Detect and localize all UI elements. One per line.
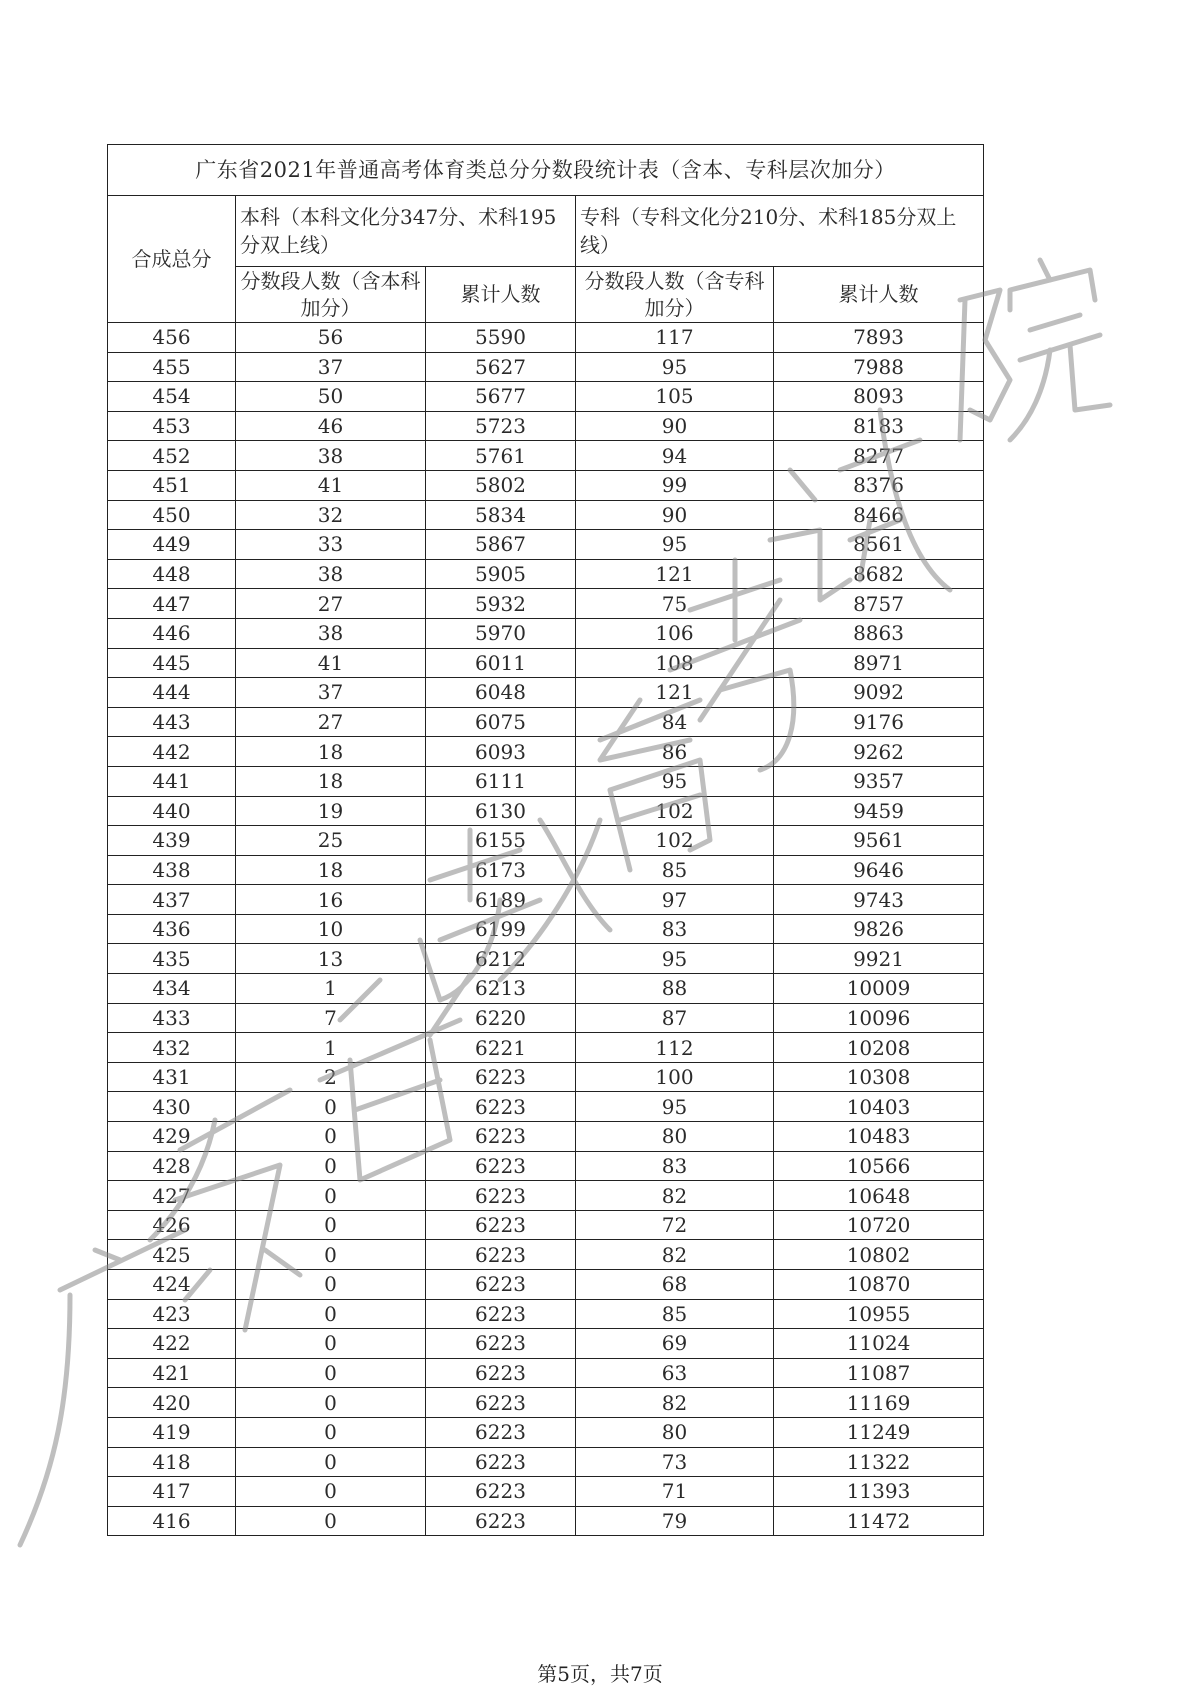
cell-undergrad-segment: 0 (236, 1151, 426, 1181)
cell-undergrad-cumulative: 6223 (426, 1181, 576, 1211)
cell-vocational-segment: 90 (576, 411, 774, 441)
cell-total-score: 427 (108, 1181, 236, 1211)
cell-vocational-segment: 82 (576, 1240, 774, 1270)
cell-total-score: 456 (108, 323, 236, 353)
cell-undergrad-cumulative: 6223 (426, 1240, 576, 1270)
cell-undergrad-segment: 37 (236, 678, 426, 708)
cell-total-score: 452 (108, 441, 236, 471)
cell-undergrad-segment: 19 (236, 796, 426, 826)
cell-total-score: 436 (108, 914, 236, 944)
cell-undergrad-cumulative: 6223 (426, 1299, 576, 1329)
cell-vocational-segment: 73 (576, 1447, 774, 1477)
cell-vocational-cumulative: 10403 (774, 1092, 984, 1122)
cell-undergrad-segment: 27 (236, 707, 426, 737)
cell-undergrad-segment: 18 (236, 737, 426, 767)
table-row (108, 1417, 984, 1447)
cell-vocational-segment: 82 (576, 1388, 774, 1418)
cell-vocational-cumulative: 11393 (774, 1477, 984, 1507)
cell-total-score: 446 (108, 618, 236, 648)
header-undergrad-group: 本科（本科文化分347分、术科195分双上线） (236, 196, 576, 267)
cell-undergrad-segment: 1 (236, 974, 426, 1004)
cell-undergrad-cumulative: 6223 (426, 1447, 576, 1477)
cell-total-score: 420 (108, 1388, 236, 1418)
cell-vocational-segment: 117 (576, 323, 774, 353)
header-undergrad-cumulative: 累计人数 (426, 267, 576, 323)
cell-vocational-segment: 83 (576, 914, 774, 944)
cell-vocational-cumulative: 10648 (774, 1181, 984, 1211)
cell-undergrad-segment: 0 (236, 1447, 426, 1477)
cell-vocational-segment: 99 (576, 470, 774, 500)
cell-undergrad-segment: 38 (236, 559, 426, 589)
cell-undergrad-segment: 7 (236, 1003, 426, 1033)
cell-vocational-cumulative: 8466 (774, 500, 984, 530)
cell-undergrad-segment: 18 (236, 766, 426, 796)
cell-undergrad-segment: 27 (236, 589, 426, 619)
cell-total-score: 454 (108, 382, 236, 412)
cell-vocational-cumulative: 10009 (774, 974, 984, 1004)
cell-undergrad-cumulative: 6223 (426, 1477, 576, 1507)
table-row (108, 1210, 984, 1240)
cell-vocational-segment: 108 (576, 648, 774, 678)
cell-vocational-cumulative: 10566 (774, 1151, 984, 1181)
cell-undergrad-segment: 32 (236, 500, 426, 530)
cell-vocational-segment: 68 (576, 1270, 774, 1300)
cell-vocational-segment: 84 (576, 707, 774, 737)
cell-undergrad-segment: 0 (236, 1477, 426, 1507)
cell-vocational-segment: 121 (576, 559, 774, 589)
table-row (108, 1447, 984, 1477)
cell-vocational-segment: 75 (576, 589, 774, 619)
cell-vocational-cumulative: 10802 (774, 1240, 984, 1270)
cell-undergrad-segment: 1 (236, 1033, 426, 1063)
table-row (108, 1270, 984, 1300)
cell-undergrad-cumulative: 6213 (426, 974, 576, 1004)
header-vocational-segment: 分数段人数（含专科加分） (576, 267, 774, 323)
cell-vocational-cumulative: 10483 (774, 1122, 984, 1152)
cell-vocational-segment: 63 (576, 1358, 774, 1388)
cell-vocational-segment: 87 (576, 1003, 774, 1033)
cell-vocational-cumulative: 10096 (774, 1003, 984, 1033)
cell-total-score: 424 (108, 1270, 236, 1300)
cell-undergrad-segment: 0 (236, 1417, 426, 1447)
cell-undergrad-segment: 38 (236, 618, 426, 648)
cell-undergrad-segment: 0 (236, 1299, 426, 1329)
header-total-score: 合成总分 (108, 196, 236, 323)
table-row (108, 914, 984, 944)
table-row (108, 1388, 984, 1418)
cell-vocational-segment: 80 (576, 1122, 774, 1152)
cell-total-score: 451 (108, 470, 236, 500)
cell-vocational-cumulative: 11169 (774, 1388, 984, 1418)
cell-total-score: 431 (108, 1062, 236, 1092)
cell-undergrad-cumulative: 6223 (426, 1388, 576, 1418)
cell-vocational-segment: 80 (576, 1417, 774, 1447)
cell-undergrad-cumulative: 6011 (426, 648, 576, 678)
cell-undergrad-cumulative: 6223 (426, 1506, 576, 1536)
cell-vocational-segment: 79 (576, 1506, 774, 1536)
cell-undergrad-cumulative: 5867 (426, 530, 576, 560)
cell-vocational-segment: 105 (576, 382, 774, 412)
cell-undergrad-cumulative: 5932 (426, 589, 576, 619)
cell-vocational-segment: 88 (576, 974, 774, 1004)
table-title: 广东省2021年普通高考体育类总分分数段统计表（含本、专科层次加分） (108, 145, 984, 196)
cell-undergrad-segment: 10 (236, 914, 426, 944)
cell-total-score: 417 (108, 1477, 236, 1507)
cell-total-score: 418 (108, 1447, 236, 1477)
header-vocational-cumulative: 累计人数 (774, 267, 984, 323)
cell-vocational-cumulative: 7893 (774, 323, 984, 353)
cell-total-score: 421 (108, 1358, 236, 1388)
cell-vocational-segment: 102 (576, 796, 774, 826)
cell-vocational-cumulative: 8682 (774, 559, 984, 589)
cell-undergrad-segment: 13 (236, 944, 426, 974)
table-row (108, 1033, 984, 1063)
cell-vocational-cumulative: 9459 (774, 796, 984, 826)
table-row (108, 559, 984, 589)
cell-undergrad-cumulative: 6223 (426, 1329, 576, 1359)
table-row (108, 1358, 984, 1388)
table-row (108, 1122, 984, 1152)
cell-vocational-cumulative: 11472 (774, 1506, 984, 1536)
cell-total-score: 449 (108, 530, 236, 560)
cell-vocational-segment: 95 (576, 530, 774, 560)
cell-total-score: 455 (108, 352, 236, 382)
table-row (108, 974, 984, 1004)
cell-undergrad-segment: 33 (236, 530, 426, 560)
cell-total-score: 419 (108, 1417, 236, 1447)
cell-undergrad-segment: 56 (236, 323, 426, 353)
cell-undergrad-segment: 0 (236, 1388, 426, 1418)
cell-undergrad-cumulative: 6212 (426, 944, 576, 974)
cell-total-score: 450 (108, 500, 236, 530)
cell-vocational-cumulative: 8183 (774, 411, 984, 441)
cell-vocational-cumulative: 7988 (774, 352, 984, 382)
cell-undergrad-cumulative: 5970 (426, 618, 576, 648)
table-row (108, 618, 984, 648)
cell-undergrad-segment: 37 (236, 352, 426, 382)
cell-undergrad-segment: 0 (236, 1240, 426, 1270)
cell-vocational-cumulative: 10870 (774, 1270, 984, 1300)
cell-undergrad-segment: 0 (236, 1506, 426, 1536)
cell-vocational-segment: 121 (576, 678, 774, 708)
cell-undergrad-segment: 41 (236, 470, 426, 500)
table-body (108, 323, 984, 1536)
score-distribution-table-wrapper (107, 144, 983, 1536)
cell-total-score: 445 (108, 648, 236, 678)
cell-undergrad-cumulative: 5834 (426, 500, 576, 530)
cell-undergrad-cumulative: 6130 (426, 796, 576, 826)
table-row (108, 530, 984, 560)
table-row (108, 707, 984, 737)
cell-undergrad-cumulative: 6048 (426, 678, 576, 708)
table-row (108, 1299, 984, 1329)
cell-total-score: 438 (108, 855, 236, 885)
cell-vocational-cumulative: 9262 (774, 737, 984, 767)
cell-undergrad-segment: 0 (236, 1181, 426, 1211)
cell-vocational-cumulative: 8757 (774, 589, 984, 619)
cell-undergrad-cumulative: 5802 (426, 470, 576, 500)
cell-total-score: 426 (108, 1210, 236, 1240)
cell-vocational-cumulative: 8863 (774, 618, 984, 648)
table-row (108, 826, 984, 856)
cell-undergrad-cumulative: 6093 (426, 737, 576, 767)
cell-vocational-segment: 82 (576, 1181, 774, 1211)
cell-vocational-segment: 97 (576, 885, 774, 915)
cell-undergrad-segment: 0 (236, 1092, 426, 1122)
cell-vocational-segment: 94 (576, 441, 774, 471)
cell-undergrad-segment: 0 (236, 1210, 426, 1240)
table-row (108, 382, 984, 412)
cell-vocational-cumulative: 9743 (774, 885, 984, 915)
cell-undergrad-segment: 16 (236, 885, 426, 915)
table-row (108, 441, 984, 471)
cell-undergrad-cumulative: 6220 (426, 1003, 576, 1033)
table-row (108, 1477, 984, 1507)
table-row (108, 885, 984, 915)
cell-total-score: 434 (108, 974, 236, 1004)
cell-vocational-segment: 86 (576, 737, 774, 767)
cell-vocational-cumulative: 11249 (774, 1417, 984, 1447)
cell-vocational-segment: 83 (576, 1151, 774, 1181)
cell-vocational-cumulative: 9826 (774, 914, 984, 944)
cell-vocational-cumulative: 9561 (774, 826, 984, 856)
cell-undergrad-cumulative: 6223 (426, 1122, 576, 1152)
table-row (108, 470, 984, 500)
table-row (108, 678, 984, 708)
cell-undergrad-cumulative: 6223 (426, 1092, 576, 1122)
cell-vocational-segment: 106 (576, 618, 774, 648)
cell-vocational-segment: 95 (576, 944, 774, 974)
cell-undergrad-segment: 2 (236, 1062, 426, 1092)
header-undergrad-segment: 分数段人数（含本科加分） (236, 267, 426, 323)
cell-vocational-cumulative: 9092 (774, 678, 984, 708)
cell-vocational-segment: 100 (576, 1062, 774, 1092)
table-row (108, 1506, 984, 1536)
cell-undergrad-cumulative: 5761 (426, 441, 576, 471)
cell-undergrad-cumulative: 6173 (426, 855, 576, 885)
table-row (108, 855, 984, 885)
table-row (108, 352, 984, 382)
cell-vocational-segment: 85 (576, 855, 774, 885)
table-row (108, 796, 984, 826)
cell-vocational-cumulative: 11087 (774, 1358, 984, 1388)
table-row (108, 1062, 984, 1092)
cell-total-score: 453 (108, 411, 236, 441)
cell-undergrad-segment: 38 (236, 441, 426, 471)
table-row (108, 1181, 984, 1211)
table-row (108, 1240, 984, 1270)
cell-total-score: 432 (108, 1033, 236, 1063)
cell-vocational-cumulative: 9357 (774, 766, 984, 796)
cell-undergrad-cumulative: 6221 (426, 1033, 576, 1063)
cell-undergrad-cumulative: 6223 (426, 1417, 576, 1447)
table-row (108, 1003, 984, 1033)
table-row (108, 500, 984, 530)
cell-total-score: 447 (108, 589, 236, 619)
cell-total-score: 442 (108, 737, 236, 767)
cell-undergrad-segment: 25 (236, 826, 426, 856)
cell-total-score: 430 (108, 1092, 236, 1122)
cell-undergrad-cumulative: 5905 (426, 559, 576, 589)
cell-undergrad-cumulative: 6223 (426, 1062, 576, 1092)
cell-undergrad-segment: 0 (236, 1270, 426, 1300)
cell-undergrad-cumulative: 5723 (426, 411, 576, 441)
cell-vocational-cumulative: 10720 (774, 1210, 984, 1240)
cell-undergrad-segment: 41 (236, 648, 426, 678)
cell-total-score: 428 (108, 1151, 236, 1181)
cell-undergrad-segment: 50 (236, 382, 426, 412)
cell-vocational-cumulative: 10955 (774, 1299, 984, 1329)
cell-undergrad-segment: 0 (236, 1358, 426, 1388)
table-row (108, 766, 984, 796)
cell-vocational-cumulative: 9921 (774, 944, 984, 974)
table-row (108, 944, 984, 974)
cell-vocational-segment: 71 (576, 1477, 774, 1507)
cell-vocational-cumulative: 8971 (774, 648, 984, 678)
table-row (108, 411, 984, 441)
cell-total-score: 443 (108, 707, 236, 737)
table-row (108, 323, 984, 353)
score-distribution-table (107, 144, 984, 1536)
cell-total-score: 423 (108, 1299, 236, 1329)
cell-vocational-segment: 90 (576, 500, 774, 530)
cell-undergrad-cumulative: 5677 (426, 382, 576, 412)
cell-vocational-cumulative: 9646 (774, 855, 984, 885)
cell-undergrad-cumulative: 6223 (426, 1210, 576, 1240)
cell-undergrad-segment: 0 (236, 1329, 426, 1359)
cell-total-score: 429 (108, 1122, 236, 1152)
cell-undergrad-cumulative: 6199 (426, 914, 576, 944)
cell-undergrad-segment: 18 (236, 855, 426, 885)
cell-vocational-segment: 112 (576, 1033, 774, 1063)
cell-total-score: 425 (108, 1240, 236, 1270)
cell-undergrad-cumulative: 5590 (426, 323, 576, 353)
cell-total-score: 441 (108, 766, 236, 796)
cell-undergrad-cumulative: 6189 (426, 885, 576, 915)
page-footer: 第5页，共7页 (537, 1662, 663, 1686)
cell-total-score: 444 (108, 678, 236, 708)
cell-total-score: 448 (108, 559, 236, 589)
cell-undergrad-cumulative: 6223 (426, 1270, 576, 1300)
cell-vocational-cumulative: 9176 (774, 707, 984, 737)
cell-vocational-cumulative: 8277 (774, 441, 984, 471)
table-row (108, 1329, 984, 1359)
cell-vocational-cumulative: 10308 (774, 1062, 984, 1092)
cell-total-score: 435 (108, 944, 236, 974)
cell-vocational-segment: 95 (576, 1092, 774, 1122)
cell-vocational-cumulative: 8376 (774, 470, 984, 500)
cell-vocational-cumulative: 10208 (774, 1033, 984, 1063)
cell-vocational-cumulative: 8093 (774, 382, 984, 412)
cell-vocational-cumulative: 11322 (774, 1447, 984, 1477)
cell-vocational-cumulative: 8561 (774, 530, 984, 560)
cell-vocational-cumulative: 11024 (774, 1329, 984, 1359)
cell-vocational-segment: 85 (576, 1299, 774, 1329)
table-row (108, 1151, 984, 1181)
cell-total-score: 422 (108, 1329, 236, 1359)
cell-total-score: 437 (108, 885, 236, 915)
cell-vocational-segment: 102 (576, 826, 774, 856)
cell-undergrad-cumulative: 6223 (426, 1151, 576, 1181)
cell-vocational-segment: 95 (576, 352, 774, 382)
header-vocational-group: 专科（专科文化分210分、术科185分双上线） (576, 196, 984, 267)
table-row (108, 737, 984, 767)
cell-undergrad-segment: 46 (236, 411, 426, 441)
cell-total-score: 439 (108, 826, 236, 856)
table-row (108, 648, 984, 678)
cell-undergrad-cumulative: 6075 (426, 707, 576, 737)
cell-total-score: 440 (108, 796, 236, 826)
table-row (108, 1092, 984, 1122)
cell-total-score: 416 (108, 1506, 236, 1536)
table-row (108, 589, 984, 619)
cell-undergrad-segment: 0 (236, 1122, 426, 1152)
cell-total-score: 433 (108, 1003, 236, 1033)
cell-undergrad-cumulative: 6155 (426, 826, 576, 856)
cell-undergrad-cumulative: 6111 (426, 766, 576, 796)
cell-vocational-segment: 95 (576, 766, 774, 796)
cell-undergrad-cumulative: 6223 (426, 1358, 576, 1388)
cell-undergrad-cumulative: 5627 (426, 352, 576, 382)
cell-vocational-segment: 69 (576, 1329, 774, 1359)
cell-vocational-segment: 72 (576, 1210, 774, 1240)
